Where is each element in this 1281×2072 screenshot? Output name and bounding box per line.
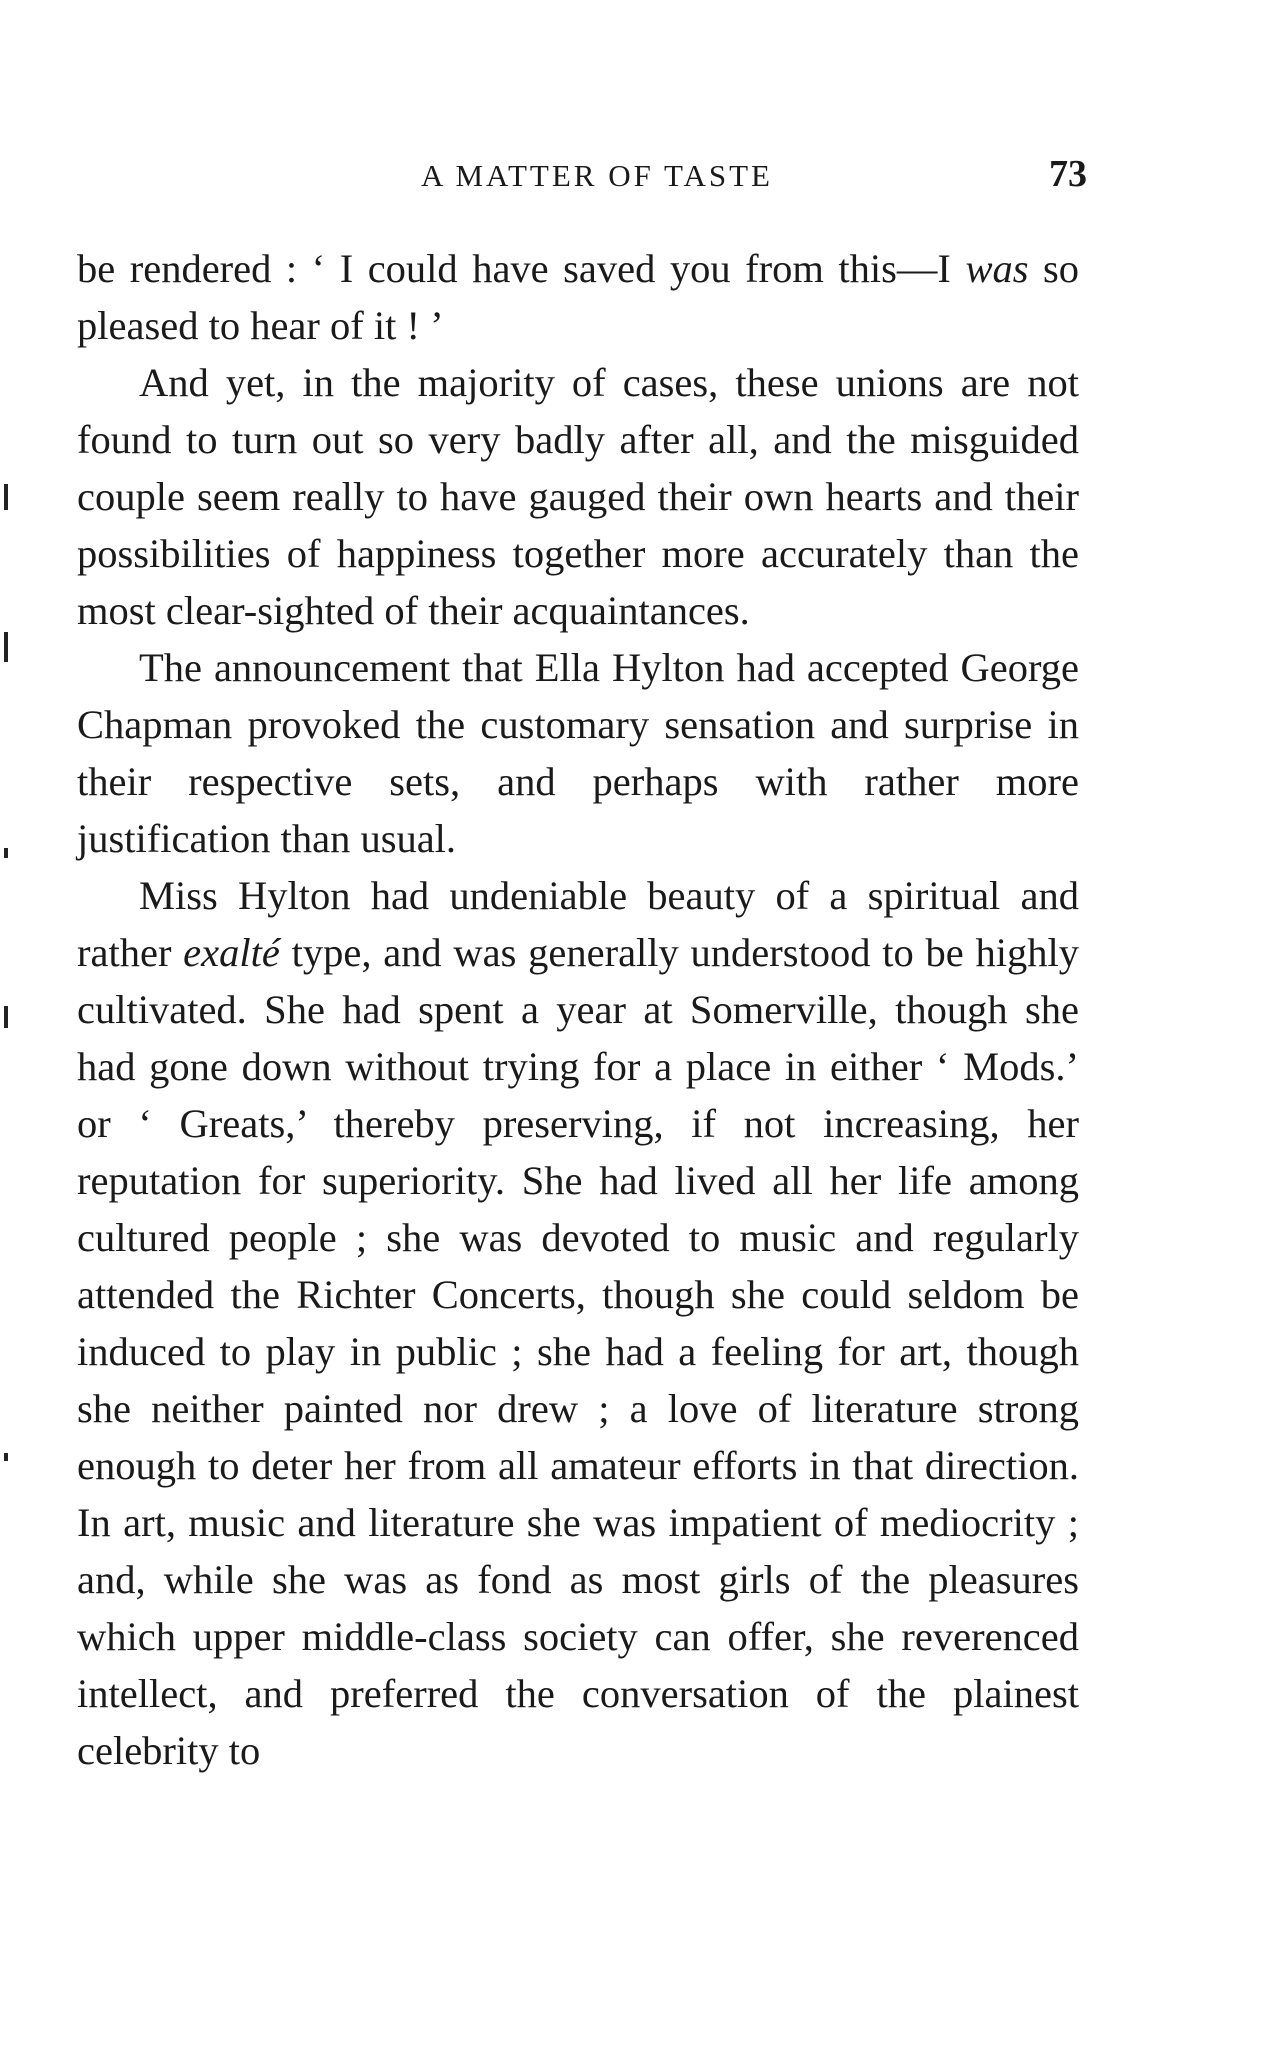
- text-run: so pleased to hear of it ! ’: [77, 246, 1079, 348]
- text-run: be rendered : ‘ I could have saved you from this—I: [77, 246, 966, 291]
- text-run: type, and was generally understood to be highly cultivated. She had spent a year at Somerville, though she had gone down without trying for a place in either ‘ Mods.’ or ‘ Greats,’ thereby preserving, if not increasing, her reputation for superiority. She had lived all her life among cultured people ; she was devoted to music and regularly attended the Richter Concerts, though she could seldom be induced to play in public ; she had a feeling for art, though she neither painted nor drew ; a love of literature strong enough to deter her from all amateur efforts in that direction. In art, music and literature she was impatient of mediocrity ; and, while she was as fond as most girls of the pleasures which upper middle-class society can offer, she reverenced intellect, and preferred the conversation of the plainest celebrity to: [77, 930, 1079, 1773]
- running-head: [77, 152, 1087, 202]
- margin-mark: [4, 1453, 8, 1461]
- paragraph: The announcement that Ella Hylton had accepted George Chapman provoked the customary sensation and surprise in their respective sets, and perhaps with rather more justification than usual.: [77, 645, 1079, 861]
- paragraph: [77, 867, 1079, 1779]
- italic-text: exalté: [183, 930, 280, 975]
- margin-mark: [4, 1006, 8, 1028]
- paragraph: [77, 240, 1079, 354]
- text-run: Miss Hylton had undeniable beauty of a spiritual and rather: [77, 873, 1079, 975]
- body-text: [77, 240, 1079, 1779]
- italic-text: was: [965, 246, 1029, 291]
- paragraph: And yet, in the majority of cases, these unions are not found to turn out so very badly after all, and the misguided couple seem really to have gauged their own hearts and their possibilities of happiness together more accurately than the most clear-sighted of their acquaintances.: [77, 360, 1079, 633]
- margin-mark: [4, 848, 8, 858]
- page-number: 73: [1049, 153, 1087, 195]
- margin-mark: [4, 484, 8, 510]
- margin-mark: [4, 632, 8, 662]
- running-title: A MATTER OF TASTE: [421, 158, 773, 193]
